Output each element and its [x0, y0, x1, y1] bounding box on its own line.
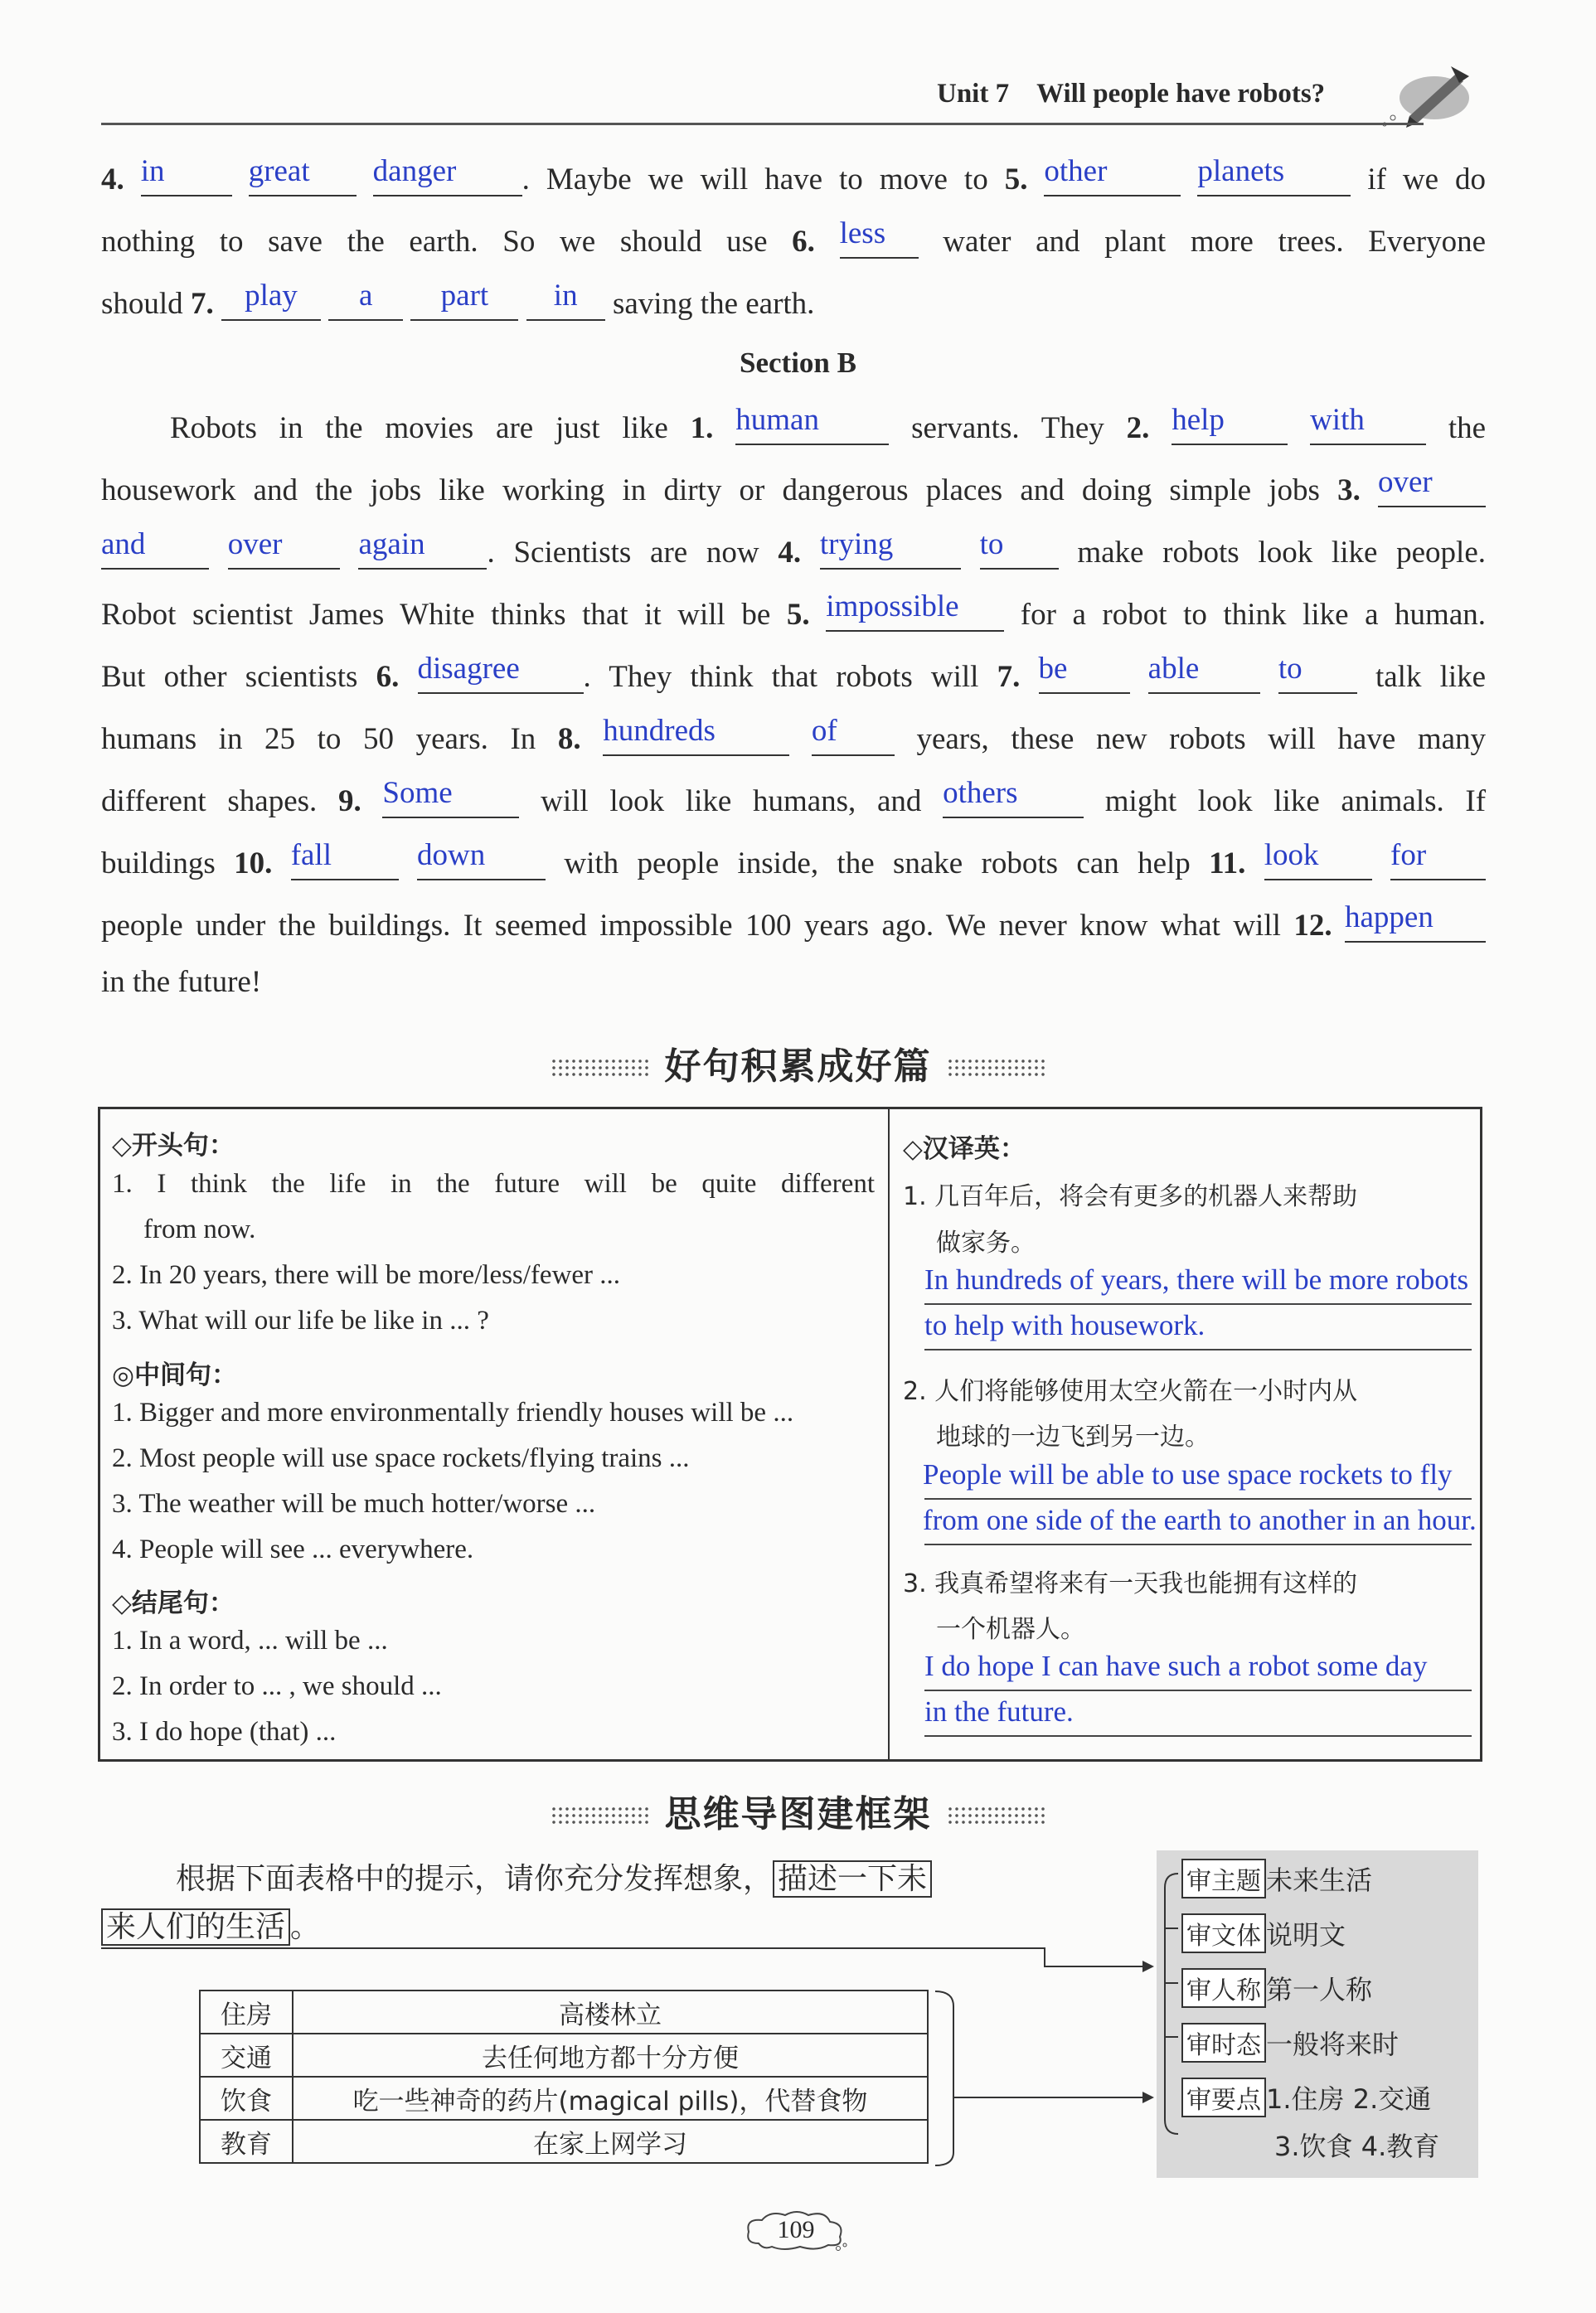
answer-blank: less	[840, 224, 919, 259]
answer-blank: impossible	[826, 597, 1004, 632]
middle-heading: ◎中间句：	[112, 1360, 238, 1390]
answer-blank: be	[1039, 659, 1130, 694]
section-b-line-4: Robot scientist James White thinks that it will be 5. impossible for a robot to think like a human.	[101, 589, 1487, 632]
section-b-line-3: and over again . Scientists are now 4. trying to make robots look like people.	[101, 527, 1487, 570]
table-row: 饮食 吃一些神奇的药片(magical pills)，代替食物	[200, 2077, 928, 2120]
translation-heading: ◇汉译英：	[903, 1134, 1026, 1164]
answer-blank: part	[410, 286, 518, 321]
section-b-line-10: in the future!	[101, 965, 262, 999]
section-b-line-6: humans in 25 to 50 years. In 8. hundreds of years, these new robots will have many	[101, 714, 1487, 756]
opening-sentence: 3. What will our life be like in ... ?	[112, 1306, 489, 1336]
section-a-line-3: should 7. play a part in saving the earth.	[101, 279, 815, 321]
answer-blank: down	[417, 846, 546, 880]
answer-blank: Some	[382, 783, 519, 818]
analysis-extra: 3.饮食 4.教育	[1274, 2131, 1440, 2162]
opening-sentence: from now.	[143, 1215, 256, 1244]
translation-answer: In hundreds of years, there will be more robots	[924, 1263, 1469, 1296]
panel-bracket	[1157, 1850, 1181, 2178]
answer-blank: play	[221, 286, 321, 321]
mind-map-banner: 思维导图建框架	[0, 1784, 1596, 1837]
answer-blank: disagree	[418, 659, 584, 694]
answer-blank: trying	[820, 535, 961, 570]
answer-blank: happen	[1345, 908, 1486, 943]
translation-prompt: 3. 我真希望将来有一天我也能拥有这样的	[903, 1569, 1358, 1598]
translation-answer: to help with housework.	[924, 1309, 1205, 1341]
translation-prompt: 1. 几百年后，将会有更多的机器人来帮助	[903, 1182, 1358, 1211]
page-number: 109	[742, 2207, 850, 2253]
ending-sentence: 3. I do hope (that) ...	[112, 1717, 337, 1747]
opening-heading: ◇开头句：	[112, 1131, 235, 1161]
analysis-item: 审要点 1.住房 2.交通	[1181, 2078, 1431, 2117]
analysis-panel	[1157, 1850, 1478, 2178]
answer-blank: with	[1310, 410, 1426, 445]
translation-prompt: 做家务。	[936, 1229, 1036, 1258]
section-b-line-1: Robots in the movies are just like 1. human servants. They 2. help with the	[170, 403, 1487, 445]
answer-blank: a	[328, 286, 403, 321]
middle-sentence: 4. People will see ... everywhere.	[112, 1535, 474, 1564]
middle-sentence: 1. Bigger and more environmentally friendly houses will be ...	[112, 1398, 794, 1428]
answer-blank: to	[1278, 659, 1357, 694]
answer-blank: others	[943, 783, 1084, 818]
section-b-line-2: housework and the jobs like working in dirty or dangerous places and doing simple jobs 3. over	[101, 473, 1486, 507]
section-b-line-5: But other scientists 6. disagree . They think that robots will 7. be able to talk like	[101, 652, 1487, 694]
analysis-item: 审文体 说明文	[1181, 1913, 1346, 1953]
analysis-item: 审主题 未来生活	[1181, 1859, 1372, 1898]
answer-blank: planets	[1197, 162, 1351, 196]
answer-blank: of	[812, 721, 895, 756]
future-life-table	[199, 1990, 929, 2164]
unit-title: Will people have robots?	[1036, 79, 1326, 109]
answer-blank: over	[228, 535, 340, 570]
analysis-item: 审人称 第一人称	[1181, 1968, 1372, 2008]
table-row: 住房 高楼林立	[200, 1991, 928, 2034]
translation-prompt: 地球的一边飞到另一边。	[936, 1423, 1210, 1452]
answer-blank: in	[526, 286, 605, 321]
ending-heading: ◇结尾句：	[112, 1588, 235, 1618]
answer-blank: great	[249, 162, 357, 196]
opening-sentence: 2. In 20 years, there will be more/less/fewer ...	[112, 1260, 621, 1290]
answer-blank: in	[141, 162, 232, 196]
middle-sentence: 2. Most people will use space rockets/flying trains ...	[112, 1443, 690, 1473]
section-b-line-8: buildings 10. fall down with people inside, the snake robots can help 11. look for	[101, 846, 1486, 880]
answer-blank: again	[358, 535, 487, 570]
prompt-highlight: 来人们的生活	[101, 1908, 290, 1946]
answer-blank: able	[1148, 659, 1260, 694]
translation-prompt: 2. 人们将能够使用太空火箭在一小时内从	[903, 1377, 1358, 1406]
section-b-line-7: different shapes. 9. Some will look like humans, and others might look like animals. If	[101, 776, 1487, 818]
opening-sentence: 1. I think the life in the future will be quite different	[112, 1169, 875, 1199]
answer-blank: human	[735, 410, 889, 445]
translation-prompt: 一个机器人。	[936, 1615, 1085, 1644]
ending-sentence: 1. In a word, ... will be ...	[112, 1626, 388, 1656]
table-row: 教育 在家上网学习	[200, 2120, 928, 2163]
answer-blank: fall	[291, 846, 399, 880]
table-row: 交通 去任何地方都十分方便	[200, 2034, 928, 2077]
answer-blank: and	[101, 535, 209, 570]
answer-blank: for	[1390, 846, 1486, 880]
section-a-line-1: 4. in great danger . Maybe we will have to move to 5. other planets if we do	[101, 154, 1487, 196]
analysis-item: 审时态 一般将来时	[1181, 2023, 1399, 2063]
section-a-line-2: nothing to save the earth. So we should use 6. less water and plant more trees. Everyone	[101, 216, 1487, 259]
answer-blank: look	[1264, 846, 1372, 880]
answer-blank: danger	[373, 162, 522, 196]
writing-prompt-line-1: 根据下面表格中的提示，请你充分发挥想象， 描述一下未	[176, 1861, 1560, 1898]
answer-blank: hundreds	[603, 721, 789, 756]
translation-answer: People will be able to use space rockets to fly	[923, 1458, 1453, 1491]
translation-answer: I do hope I can have such a robot some day	[924, 1650, 1428, 1682]
prompt-highlight: 描述一下未	[773, 1860, 932, 1898]
answer-blank: help	[1172, 410, 1288, 445]
writing-prompt-line-2: 来人们的生活 。	[101, 1909, 1486, 1946]
good-sentences-banner: 好句积累成好篇	[0, 1036, 1596, 1089]
section-b-title: Section B	[740, 347, 856, 379]
answer-blank: over	[1378, 473, 1486, 507]
answer-blank: other	[1044, 162, 1181, 196]
ending-sentence: 2. In order to ... , we should ...	[112, 1671, 442, 1701]
section-b-line-9: people under the buildings. It seemed impossible 100 years ago. We never know what will 12. happen	[101, 908, 1486, 943]
unit-label: Unit 7	[937, 79, 1010, 109]
translation-answer: from one side of the earth to another in an hour.	[923, 1504, 1477, 1536]
middle-sentence: 3. The weather will be much hotter/worse ...	[112, 1489, 596, 1519]
translation-answer: in the future.	[924, 1695, 1074, 1728]
answer-blank: to	[980, 535, 1059, 570]
